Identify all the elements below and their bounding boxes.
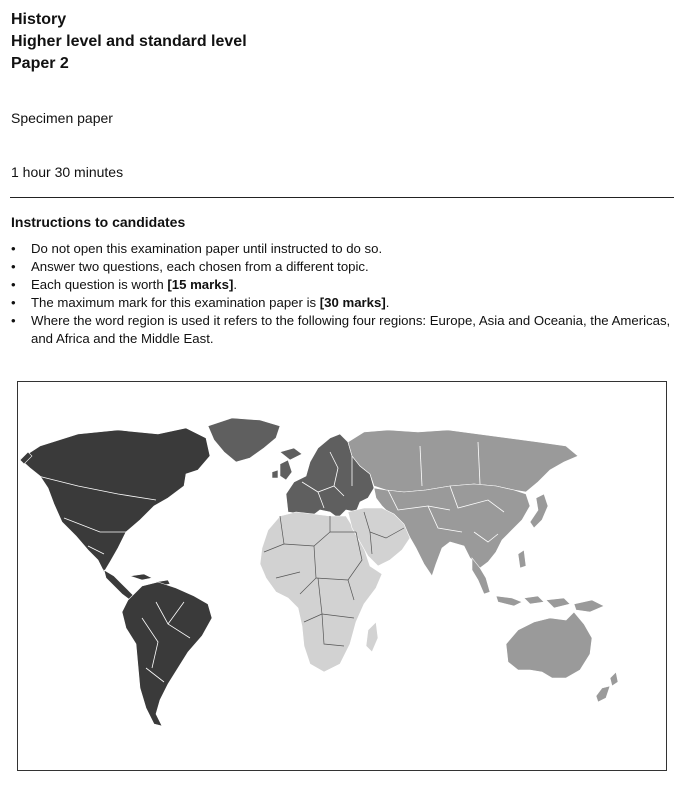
instruction-item: • Where the word region is used it refers to the following four regions: Europe, Asia and Oceania, the Americas, and Africa and the Middle East. (11, 312, 671, 348)
iceland (280, 448, 302, 460)
duration-label: 1 hour 30 minutes (11, 164, 124, 180)
region-europe (208, 418, 374, 518)
madagascar (366, 622, 378, 652)
instruction-item: • Answer two questions, each chosen from a different topic. (11, 258, 671, 276)
exam-title-block (11, 9, 247, 75)
japan (530, 494, 548, 528)
subject-title: History (11, 11, 67, 28)
marks-emphasis: [15 marks] (167, 277, 234, 292)
russia-north-asia (348, 430, 578, 492)
south-america (122, 582, 212, 726)
australia (506, 612, 592, 678)
marks-emphasis: [30 marks] (319, 295, 386, 310)
horizontal-divider (10, 197, 674, 198)
british-isles (272, 460, 292, 480)
greenland (208, 418, 280, 462)
instruction-item: • Each question is worth [15 marks]. (11, 276, 671, 294)
north-america (20, 428, 210, 572)
region-asia-oceania (348, 430, 618, 702)
indonesia-philippines (496, 550, 604, 612)
instruction-item: • The maximum mark for this examination paper is [30 marks]. (11, 294, 671, 312)
paper-title: Paper 2 (11, 55, 69, 72)
new-zealand (596, 672, 618, 702)
instruction-item: • Do not open this examination paper until instructed to do so. (11, 240, 671, 258)
specimen-label: Specimen paper (11, 110, 113, 126)
world-regions-map (17, 381, 667, 771)
instructions-list (11, 240, 671, 348)
region-africa-middle-east (260, 508, 410, 672)
level-title: Higher level and standard level (11, 33, 247, 50)
region-americas (20, 428, 212, 726)
instructions-heading: Instructions to candidates (11, 214, 186, 230)
central-america (104, 570, 136, 600)
world-map-svg (18, 382, 667, 771)
